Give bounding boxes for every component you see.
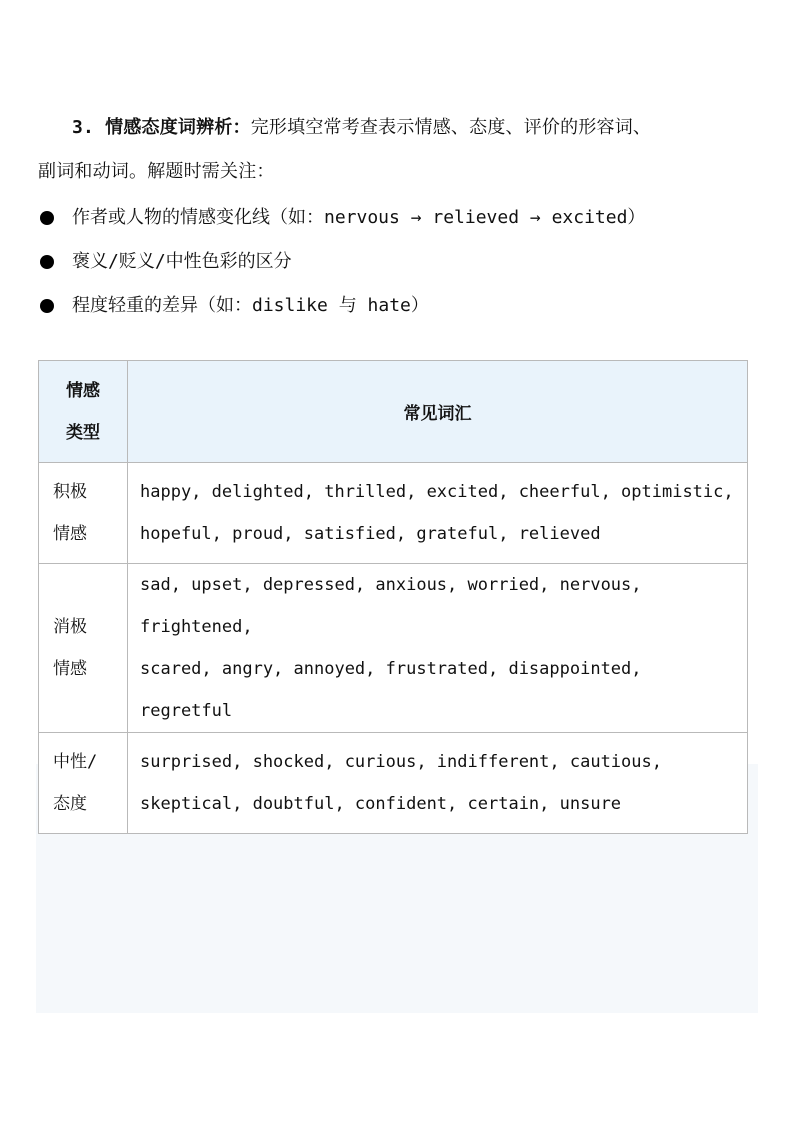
words-line1: surprised, shocked, curious, indifferent, cautious, xyxy=(140,752,662,772)
table-row xyxy=(39,564,748,733)
type-line1: 中性/ xyxy=(53,752,98,772)
words-line2: skeptical, doubtful, confident, certain, unsure xyxy=(140,794,622,814)
type-line2: 情感 xyxy=(53,659,87,679)
words-line2: hopeful, proud, satisfied, grateful, relieved xyxy=(140,524,601,544)
table-row xyxy=(39,463,748,564)
header-type-line1: 情感 xyxy=(66,380,100,401)
cell-words xyxy=(128,564,748,733)
bullet-text: 褒义/贬义/中性色彩的区分 xyxy=(72,251,292,272)
cell-words xyxy=(128,733,748,834)
list-item xyxy=(38,240,758,284)
list-item xyxy=(38,284,758,328)
words-line1: sad, upset, depressed, anxious, worried, nervous, frightened, xyxy=(140,575,642,637)
cell-type xyxy=(39,564,128,733)
cell-type xyxy=(39,463,128,564)
header-type-line2: 类型 xyxy=(66,422,100,443)
bullet-list xyxy=(38,196,758,328)
table-header-row xyxy=(39,361,748,463)
vocabulary-table xyxy=(38,360,748,834)
section-number: 3. xyxy=(72,117,95,138)
bullet-text: 作者或人物的情感变化线（如：nervous → relieved → excited） xyxy=(72,207,646,228)
type-line1: 消极 xyxy=(53,617,87,637)
intro-line1-text: 完形填空常考查表示情感、态度、评价的形容词、 xyxy=(250,117,652,138)
bullet-icon xyxy=(40,299,54,313)
header-words: 常见词汇 xyxy=(128,361,748,463)
bullet-text: 程度轻重的差异（如：dislike 与 hate） xyxy=(72,295,429,316)
words-line2: scared, angry, annoyed, frustrated, disappointed, regretful xyxy=(140,659,642,721)
type-line1: 积极 xyxy=(53,482,87,502)
intro-paragraph xyxy=(38,106,758,194)
type-line2: 情感 xyxy=(53,524,87,544)
cell-type xyxy=(39,733,128,834)
words-line1: happy, delighted, thrilled, excited, cheerful, optimistic, xyxy=(140,482,734,502)
table-row xyxy=(39,733,748,834)
type-line2: 态度 xyxy=(53,794,87,814)
bullet-icon xyxy=(40,255,54,269)
section-heading: 情感态度词辨析： xyxy=(105,117,251,138)
header-type xyxy=(39,361,128,463)
intro-line2-text: 副词和动词。解题时需关注： xyxy=(38,161,275,182)
bullet-icon xyxy=(40,211,54,225)
list-item xyxy=(38,196,758,240)
cell-words xyxy=(128,463,748,564)
